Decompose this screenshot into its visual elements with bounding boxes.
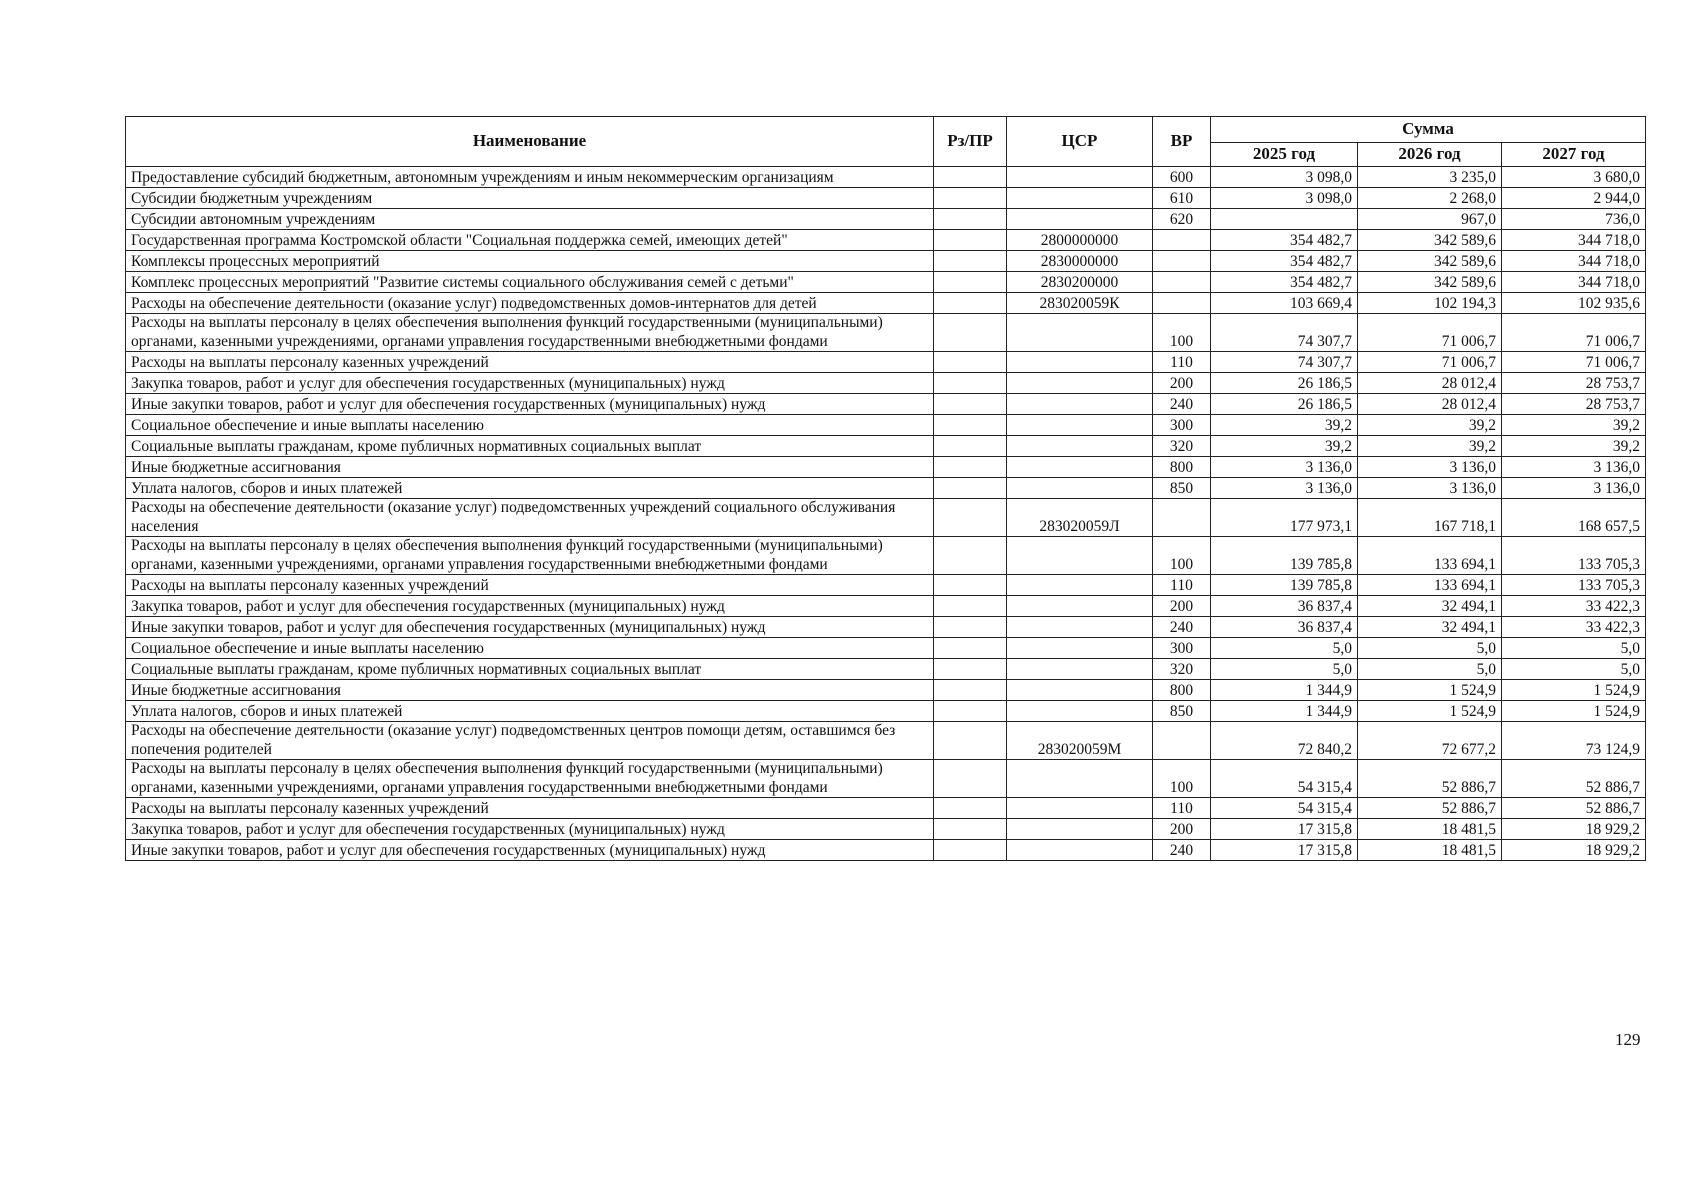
row-sum-2026: 39,2 — [1358, 436, 1502, 457]
row-csr — [1007, 188, 1153, 209]
row-name: Закупка товаров, работ и услуг для обеспечения государственных (муниципальных) нужд — [126, 596, 934, 617]
row-sum-2027: 39,2 — [1502, 436, 1646, 457]
row-sum-2025: 1 344,9 — [1211, 680, 1358, 701]
table-row — [126, 209, 1646, 230]
row-csr — [1007, 436, 1153, 457]
table-row — [126, 415, 1646, 436]
row-rzpr — [934, 415, 1007, 436]
row-csr — [1007, 819, 1153, 840]
row-sum-2025: 3 098,0 — [1211, 167, 1358, 188]
row-sum-2025: 39,2 — [1211, 415, 1358, 436]
row-name: Расходы на обеспечение деятельности (оказание услуг) подведомственных домов-интернатов для детей — [126, 293, 934, 314]
row-name: Расходы на выплаты персоналу казенных учреждений — [126, 575, 934, 596]
row-sum-2026: 52 886,7 — [1358, 798, 1502, 819]
row-csr — [1007, 415, 1153, 436]
row-sum-2027: 33 422,3 — [1502, 596, 1646, 617]
row-vr: 800 — [1153, 680, 1211, 701]
header-2027: 2027 год — [1502, 143, 1646, 167]
budget-table — [125, 116, 1646, 861]
row-rzpr — [934, 314, 1007, 352]
row-name: Субсидии бюджетным учреждениям — [126, 188, 934, 209]
row-sum-2027: 1 524,9 — [1502, 680, 1646, 701]
row-name: Социальное обеспечение и иные выплаты населению — [126, 638, 934, 659]
row-rzpr — [934, 188, 1007, 209]
row-sum-2027: 344 718,0 — [1502, 251, 1646, 272]
table-row — [126, 499, 1646, 537]
row-name: Расходы на обеспечение деятельности (оказание услуг) подведомственных учреждений социального обслуживания населения — [126, 499, 934, 537]
row-sum-2027: 71 006,7 — [1502, 314, 1646, 352]
row-sum-2026: 1 524,9 — [1358, 701, 1502, 722]
row-csr — [1007, 167, 1153, 188]
row-csr: 283020059М — [1007, 722, 1153, 760]
row-vr: 100 — [1153, 760, 1211, 798]
table-row — [126, 457, 1646, 478]
row-csr — [1007, 373, 1153, 394]
row-csr — [1007, 537, 1153, 575]
row-vr: 110 — [1153, 352, 1211, 373]
row-name: Комплексы процессных мероприятий — [126, 251, 934, 272]
row-csr: 283020059Л — [1007, 499, 1153, 537]
row-csr — [1007, 659, 1153, 680]
row-vr: 200 — [1153, 819, 1211, 840]
row-sum-2026: 133 694,1 — [1358, 575, 1502, 596]
row-sum-2025: 3 136,0 — [1211, 478, 1358, 499]
row-csr — [1007, 352, 1153, 373]
row-sum-2026: 3 235,0 — [1358, 167, 1502, 188]
table-header — [126, 117, 1646, 167]
row-vr: 320 — [1153, 659, 1211, 680]
row-sum-2026: 28 012,4 — [1358, 394, 1502, 415]
row-sum-2025: 139 785,8 — [1211, 537, 1358, 575]
row-vr: 240 — [1153, 617, 1211, 638]
row-vr: 800 — [1153, 457, 1211, 478]
row-name: Субсидии автономным учреждениям — [126, 209, 934, 230]
row-name: Комплекс процессных мероприятий "Развитие системы социального обслуживания семей с детьми" — [126, 272, 934, 293]
row-vr — [1153, 293, 1211, 314]
row-sum-2027: 133 705,3 — [1502, 537, 1646, 575]
row-sum-2027: 1 524,9 — [1502, 701, 1646, 722]
row-sum-2026: 39,2 — [1358, 415, 1502, 436]
row-vr: 110 — [1153, 798, 1211, 819]
row-vr: 110 — [1153, 575, 1211, 596]
row-vr: 300 — [1153, 415, 1211, 436]
row-sum-2026: 72 677,2 — [1358, 722, 1502, 760]
row-sum-2025: 17 315,8 — [1211, 819, 1358, 840]
table-row — [126, 537, 1646, 575]
row-sum-2027: 3 136,0 — [1502, 478, 1646, 499]
row-sum-2026: 5,0 — [1358, 659, 1502, 680]
budget-table-sheet — [125, 116, 1645, 861]
table-row — [126, 293, 1646, 314]
row-sum-2025: 36 837,4 — [1211, 596, 1358, 617]
row-vr: 600 — [1153, 167, 1211, 188]
row-vr: 200 — [1153, 373, 1211, 394]
row-sum-2025: 54 315,4 — [1211, 760, 1358, 798]
row-name: Предоставление субсидий бюджетным, автономным учреждениям и иным некоммерческим организациям — [126, 167, 934, 188]
row-sum-2025: 3 136,0 — [1211, 457, 1358, 478]
row-sum-2025: 354 482,7 — [1211, 230, 1358, 251]
row-sum-2027: 52 886,7 — [1502, 760, 1646, 798]
row-csr — [1007, 680, 1153, 701]
table-row — [126, 819, 1646, 840]
row-sum-2026: 1 524,9 — [1358, 680, 1502, 701]
row-sum-2025: 26 186,5 — [1211, 373, 1358, 394]
header-csr: ЦСР — [1007, 117, 1153, 167]
row-sum-2027: 133 705,3 — [1502, 575, 1646, 596]
row-vr: 240 — [1153, 394, 1211, 415]
row-csr — [1007, 457, 1153, 478]
row-sum-2025: 39,2 — [1211, 436, 1358, 457]
row-sum-2025: 139 785,8 — [1211, 575, 1358, 596]
row-csr: 283020059К — [1007, 293, 1153, 314]
row-rzpr — [934, 617, 1007, 638]
row-rzpr — [934, 373, 1007, 394]
row-rzpr — [934, 499, 1007, 537]
row-rzpr — [934, 478, 1007, 499]
row-sum-2026: 133 694,1 — [1358, 537, 1502, 575]
table-row — [126, 722, 1646, 760]
row-rzpr — [934, 230, 1007, 251]
row-name: Уплата налогов, сборов и иных платежей — [126, 701, 934, 722]
row-sum-2027: 33 422,3 — [1502, 617, 1646, 638]
row-vr: 240 — [1153, 840, 1211, 861]
row-sum-2027: 28 753,7 — [1502, 394, 1646, 415]
row-sum-2026: 3 136,0 — [1358, 478, 1502, 499]
table-row — [126, 659, 1646, 680]
row-vr: 320 — [1153, 436, 1211, 457]
row-sum-2026: 32 494,1 — [1358, 617, 1502, 638]
row-sum-2026: 28 012,4 — [1358, 373, 1502, 394]
row-vr — [1153, 251, 1211, 272]
row-csr — [1007, 575, 1153, 596]
row-sum-2025: 72 840,2 — [1211, 722, 1358, 760]
row-sum-2027: 168 657,5 — [1502, 499, 1646, 537]
row-sum-2025: 54 315,4 — [1211, 798, 1358, 819]
table-body — [126, 167, 1646, 861]
row-sum-2026: 167 718,1 — [1358, 499, 1502, 537]
row-name: Иные бюджетные ассигнования — [126, 680, 934, 701]
row-sum-2027: 102 935,6 — [1502, 293, 1646, 314]
row-sum-2026: 52 886,7 — [1358, 760, 1502, 798]
row-rzpr — [934, 722, 1007, 760]
row-csr: 2830000000 — [1007, 251, 1153, 272]
row-sum-2026: 102 194,3 — [1358, 293, 1502, 314]
row-rzpr — [934, 575, 1007, 596]
row-name: Расходы на выплаты персоналу в целях обеспечения выполнения функций государственными (муниципальными) органами, казенными учреждениями, органами управления государственными внебюджетными фондами — [126, 760, 934, 798]
row-rzpr — [934, 680, 1007, 701]
row-sum-2025: 74 307,7 — [1211, 314, 1358, 352]
row-csr — [1007, 798, 1153, 819]
row-sum-2026: 3 136,0 — [1358, 457, 1502, 478]
row-sum-2027: 2 944,0 — [1502, 188, 1646, 209]
table-row — [126, 701, 1646, 722]
row-name: Расходы на обеспечение деятельности (оказание услуг) подведомственных центров помощи детям, оставшимся без попечения родителей — [126, 722, 934, 760]
row-name: Закупка товаров, работ и услуг для обеспечения государственных (муниципальных) нужд — [126, 373, 934, 394]
row-rzpr — [934, 659, 1007, 680]
row-sum-2027: 344 718,0 — [1502, 230, 1646, 251]
header-sum: Сумма — [1211, 117, 1646, 143]
row-sum-2026: 71 006,7 — [1358, 314, 1502, 352]
row-rzpr — [934, 251, 1007, 272]
row-sum-2026: 18 481,5 — [1358, 819, 1502, 840]
header-2026: 2026 год — [1358, 143, 1502, 167]
row-rzpr — [934, 760, 1007, 798]
row-csr — [1007, 617, 1153, 638]
row-sum-2026: 342 589,6 — [1358, 230, 1502, 251]
row-vr — [1153, 272, 1211, 293]
row-name: Государственная программа Костромской области "Социальная поддержка семей, имеющих детей" — [126, 230, 934, 251]
row-sum-2027: 71 006,7 — [1502, 352, 1646, 373]
row-sum-2026: 342 589,6 — [1358, 272, 1502, 293]
header-rzpr: Рз/ПР — [934, 117, 1007, 167]
row-vr: 850 — [1153, 478, 1211, 499]
row-sum-2025: 354 482,7 — [1211, 272, 1358, 293]
row-sum-2025: 354 482,7 — [1211, 251, 1358, 272]
row-vr: 200 — [1153, 596, 1211, 617]
row-sum-2026: 71 006,7 — [1358, 352, 1502, 373]
row-rzpr — [934, 167, 1007, 188]
row-sum-2027: 28 753,7 — [1502, 373, 1646, 394]
row-csr: 2830200000 — [1007, 272, 1153, 293]
row-csr — [1007, 840, 1153, 861]
table-row — [126, 188, 1646, 209]
row-sum-2026: 18 481,5 — [1358, 840, 1502, 861]
row-rzpr — [934, 394, 1007, 415]
row-csr — [1007, 394, 1153, 415]
row-csr — [1007, 701, 1153, 722]
row-vr: 850 — [1153, 701, 1211, 722]
row-sum-2026: 967,0 — [1358, 209, 1502, 230]
row-vr: 100 — [1153, 314, 1211, 352]
row-sum-2025: 3 098,0 — [1211, 188, 1358, 209]
row-sum-2026: 342 589,6 — [1358, 251, 1502, 272]
row-sum-2026: 5,0 — [1358, 638, 1502, 659]
row-sum-2025: 17 315,8 — [1211, 840, 1358, 861]
table-row — [126, 596, 1646, 617]
header-vr: ВР — [1153, 117, 1211, 167]
row-name: Расходы на выплаты персоналу в целях обеспечения выполнения функций государственными (муниципальными) органами, казенными учреждениями, органами управления государственными внебюджетными фондами — [126, 537, 934, 575]
table-row — [126, 167, 1646, 188]
row-rzpr — [934, 272, 1007, 293]
row-rzpr — [934, 436, 1007, 457]
row-vr: 620 — [1153, 209, 1211, 230]
table-row — [126, 760, 1646, 798]
table-row — [126, 638, 1646, 659]
row-vr: 610 — [1153, 188, 1211, 209]
row-sum-2027: 18 929,2 — [1502, 840, 1646, 861]
row-sum-2026: 2 268,0 — [1358, 188, 1502, 209]
row-rzpr — [934, 209, 1007, 230]
row-sum-2027: 5,0 — [1502, 659, 1646, 680]
row-name: Иные закупки товаров, работ и услуг для обеспечения государственных (муниципальных) нужд — [126, 840, 934, 861]
row-sum-2027: 5,0 — [1502, 638, 1646, 659]
row-vr: 100 — [1153, 537, 1211, 575]
table-row — [126, 436, 1646, 457]
row-csr — [1007, 478, 1153, 499]
row-csr — [1007, 638, 1153, 659]
table-row — [126, 798, 1646, 819]
row-name: Иные закупки товаров, работ и услуг для обеспечения государственных (муниципальных) нужд — [126, 394, 934, 415]
table-row — [126, 272, 1646, 293]
row-sum-2025: 103 669,4 — [1211, 293, 1358, 314]
table-row — [126, 373, 1646, 394]
row-vr — [1153, 722, 1211, 760]
table-row — [126, 251, 1646, 272]
table-row — [126, 352, 1646, 373]
row-rzpr — [934, 293, 1007, 314]
row-name: Расходы на выплаты персоналу в целях обеспечения выполнения функций государственными (муниципальными) органами, казенными учреждениями, органами управления государственными внебюджетными фондами — [126, 314, 934, 352]
row-rzpr — [934, 798, 1007, 819]
row-name: Социальные выплаты гражданам, кроме публичных нормативных социальных выплат — [126, 436, 934, 457]
row-sum-2025: 26 186,5 — [1211, 394, 1358, 415]
row-rzpr — [934, 457, 1007, 478]
row-csr — [1007, 760, 1153, 798]
table-row — [126, 575, 1646, 596]
row-sum-2027: 18 929,2 — [1502, 819, 1646, 840]
row-rzpr — [934, 840, 1007, 861]
row-sum-2025: 74 307,7 — [1211, 352, 1358, 373]
row-sum-2027: 39,2 — [1502, 415, 1646, 436]
table-row — [126, 478, 1646, 499]
table-row — [126, 617, 1646, 638]
table-row — [126, 394, 1646, 415]
table-row — [126, 230, 1646, 251]
row-rzpr — [934, 537, 1007, 575]
row-rzpr — [934, 701, 1007, 722]
row-vr — [1153, 230, 1211, 251]
row-sum-2027: 736,0 — [1502, 209, 1646, 230]
row-sum-2025: 5,0 — [1211, 638, 1358, 659]
row-rzpr — [934, 638, 1007, 659]
row-rzpr — [934, 819, 1007, 840]
row-name: Расходы на выплаты персоналу казенных учреждений — [126, 798, 934, 819]
header-2025: 2025 год — [1211, 143, 1358, 167]
row-sum-2027: 3 136,0 — [1502, 457, 1646, 478]
row-csr: 2800000000 — [1007, 230, 1153, 251]
row-name: Уплата налогов, сборов и иных платежей — [126, 478, 934, 499]
row-name: Социальные выплаты гражданам, кроме публичных нормативных социальных выплат — [126, 659, 934, 680]
row-name: Иные бюджетные ассигнования — [126, 457, 934, 478]
row-sum-2025: 1 344,9 — [1211, 701, 1358, 722]
row-sum-2026: 32 494,1 — [1358, 596, 1502, 617]
row-rzpr — [934, 596, 1007, 617]
table-row — [126, 314, 1646, 352]
page-number: 129 — [1615, 1030, 1641, 1049]
row-sum-2025 — [1211, 209, 1358, 230]
header-name: Наименование — [126, 117, 934, 167]
row-sum-2025: 36 837,4 — [1211, 617, 1358, 638]
row-name: Иные закупки товаров, работ и услуг для обеспечения государственных (муниципальных) нужд — [126, 617, 934, 638]
row-sum-2027: 3 680,0 — [1502, 167, 1646, 188]
row-name: Социальное обеспечение и иные выплаты населению — [126, 415, 934, 436]
row-csr — [1007, 314, 1153, 352]
row-sum-2027: 344 718,0 — [1502, 272, 1646, 293]
table-row — [126, 680, 1646, 701]
row-vr — [1153, 499, 1211, 537]
row-csr — [1007, 596, 1153, 617]
row-name: Закупка товаров, работ и услуг для обеспечения государственных (муниципальных) нужд — [126, 819, 934, 840]
row-rzpr — [934, 352, 1007, 373]
row-sum-2027: 52 886,7 — [1502, 798, 1646, 819]
row-sum-2025: 177 973,1 — [1211, 499, 1358, 537]
row-name: Расходы на выплаты персоналу казенных учреждений — [126, 352, 934, 373]
row-vr: 300 — [1153, 638, 1211, 659]
row-csr — [1007, 209, 1153, 230]
row-sum-2027: 73 124,9 — [1502, 722, 1646, 760]
table-row — [126, 840, 1646, 861]
row-sum-2025: 5,0 — [1211, 659, 1358, 680]
